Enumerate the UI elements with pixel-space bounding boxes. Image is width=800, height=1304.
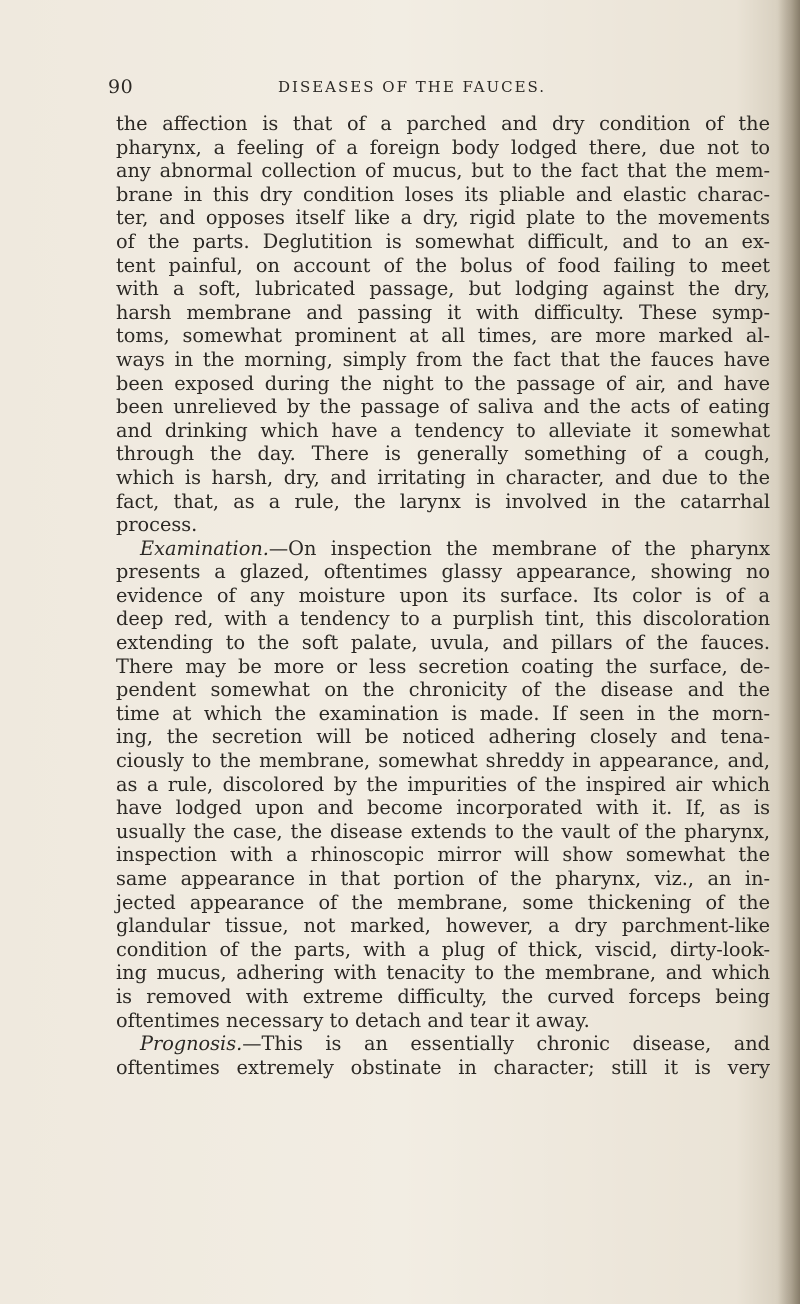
text-line: ciously to the membrane, somewhat shreddy in appearance, and,: [116, 749, 770, 773]
text-line: evidence of any moisture upon its surface. Its color is of a: [116, 583, 770, 607]
text-line: condition of the parts, with a plug of thick, viscid, dirty-look-: [116, 937, 770, 961]
body-text: [116, 112, 770, 1079]
text-line: ter, and opposes itself like a dry, rigid plate to the movements: [116, 206, 770, 230]
text-line: the affection is that of a parched and dry condition of the: [116, 112, 770, 135]
text-line: ing mucus, adhering with tenacity to the membrane, and which: [116, 961, 770, 985]
text-line: been exposed during the night to the passage of air, and have: [116, 371, 770, 395]
text-line: There may be more or less secretion coating the surface, de-: [116, 654, 770, 678]
text-line: toms, somewhat prominent at all times, are more marked al-: [116, 324, 770, 348]
text-line: presents a glazed, oftentimes glassy appearance, showing no: [116, 560, 770, 584]
text-line: pharynx, a feeling of a foreign body lodged there, due not to: [116, 135, 770, 159]
text-line: and drinking which have a tendency to alleviate it somewhat: [116, 418, 770, 442]
text-line: deep red, with a tendency to a purplish tint, this discoloration: [116, 607, 770, 631]
examination-paragraph-start: [116, 537, 770, 561]
text-line: usually the case, the disease extends to the vault of the pharynx,: [116, 819, 770, 843]
text-line: as a rule, discolored by the impurities of the inspired air which: [116, 772, 770, 796]
page-number: 90: [108, 76, 134, 98]
text-line: process.: [116, 513, 198, 537]
page-edge-shadow: [778, 0, 800, 1304]
text-line: been unrelieved by the passage of saliva and the acts of eating: [116, 395, 770, 419]
text-line: glandular tissue, not marked, however, a dry parchment-like: [116, 914, 770, 938]
prognosis-first-line: —This is an essentially chronic disease, and: [242, 1032, 770, 1056]
text-line: extending to the soft palate, uvula, and pillars of the fauces.: [116, 631, 770, 655]
text-line: ing, the secretion will be noticed adhering closely and tena-: [116, 725, 770, 749]
prognosis-paragraph-start: [116, 1032, 770, 1056]
text-line: brane in this dry condition loses its pliable and elastic charac-: [116, 182, 770, 206]
text-line: of the parts. Deglutition is somewhat difficult, and to an ex-: [116, 229, 770, 253]
examination-first-line: —On inspection the membrane of the pharynx: [268, 536, 770, 560]
text-line: ways in the morning, simply from the fact that the fauces have: [116, 347, 770, 371]
text-line: is removed with extreme difficulty, the curved forceps being: [116, 984, 770, 1008]
text-line: jected appearance of the membrane, some thickening of the: [116, 890, 770, 914]
running-head: DISEASES OF THE FAUCES.: [278, 78, 547, 96]
text-line: inspection with a rhinoscopic mirror will show somewhat the: [116, 843, 770, 867]
text-line: pendent somewhat on the chronicity of the disease and the: [116, 678, 770, 702]
text-line: oftentimes extremely obstinate in character; still it is very: [116, 1055, 770, 1079]
page-header: [108, 76, 748, 104]
text-line: with a soft, lubricated passage, but lodging against the dry,: [116, 277, 770, 301]
text-line: any abnormal collection of mucus, but to the fact that the mem-: [116, 159, 770, 183]
text-line: harsh membrane and passing it with difficulty. These symp-: [116, 300, 770, 324]
prognosis-heading: Prognosis.: [140, 1032, 243, 1056]
text-line: fact, that, as a rule, the larynx is involved in the catarrhal: [116, 489, 770, 513]
text-line: have lodged upon and become incorporated with it. If, as is: [116, 796, 770, 820]
text-line: tent painful, on account of the bolus of food failing to meet: [116, 253, 770, 277]
text-line: which is harsh, dry, and irritating in character, and due to the: [116, 465, 770, 489]
examination-heading: Examination.: [140, 536, 269, 560]
text-line: same appearance in that portion of the pharynx, viz., an in-: [116, 867, 770, 890]
text-line: through the day. There is generally something of a cough,: [116, 442, 770, 466]
text-line: oftentimes necessary to detach and tear it away.: [116, 1008, 590, 1032]
text-line: time at which the examination is made. If seen in the morn-: [116, 701, 770, 725]
